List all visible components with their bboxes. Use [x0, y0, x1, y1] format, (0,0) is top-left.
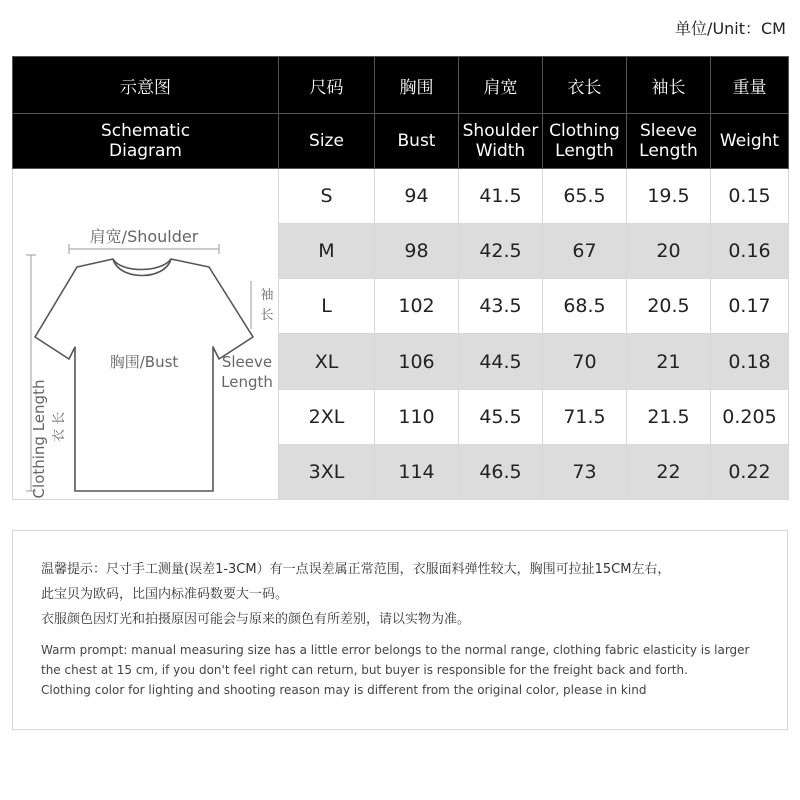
notes-box — [12, 530, 788, 730]
table-row — [13, 169, 789, 224]
header-zh-cell: 胸围 — [375, 57, 459, 114]
header-zh-cell: 袖长 — [627, 57, 711, 114]
weight-cell: 0.17 — [711, 279, 789, 334]
sleeve-zh-label-1: 袖 — [260, 288, 274, 303]
bust-cell: 106 — [375, 334, 459, 389]
header-en-cell: Sleeve Length — [627, 114, 711, 169]
shoulder-cell: 44.5 — [459, 334, 543, 389]
length-zh-label: 衣 长 — [52, 411, 67, 443]
sleeve-cell: 20.5 — [627, 279, 711, 334]
sleeve-en-label-2: Length — [221, 373, 273, 391]
header-zh-cell: 尺码 — [279, 57, 375, 114]
header-row-en — [13, 114, 789, 169]
header-zh-cell: 衣长 — [543, 57, 627, 114]
length-cell: 68.5 — [543, 279, 627, 334]
header-zh-cell: 示意图 — [13, 57, 279, 114]
shoulder-cell: 41.5 — [459, 169, 543, 224]
note-zh-line: 温馨提示：尺寸手工测量(误差1-3CM）有一点误差属正常范围，衣服面料弹性较大，胸围可拉扯15CM左右， — [41, 562, 671, 577]
header-zh-cell: 肩宽 — [459, 57, 543, 114]
header-zh-cell: 重量 — [711, 57, 789, 114]
bust-cell: 102 — [375, 279, 459, 334]
size-chart-table — [12, 56, 789, 500]
weight-cell: 0.18 — [711, 334, 789, 389]
note-en-line: the chest at 15 cm, if you don't feel right can return, but buyer is responsible for the freight back and forth. — [41, 663, 688, 677]
note-en-line: Warm prompt: manual measuring size has a little error belongs to the normal range, clothing fabric elasticity is larger — [41, 643, 750, 657]
shoulder-cell: 45.5 — [459, 389, 543, 444]
sleeve-cell: 21.5 — [627, 389, 711, 444]
header-en-cell: Bust — [375, 114, 459, 169]
header-en-cell: Clothing Length — [543, 114, 627, 169]
size-cell: S — [279, 169, 375, 224]
schematic-diagram — [13, 169, 279, 500]
shoulder-cell: 43.5 — [459, 279, 543, 334]
shoulder-label: 肩宽/Shoulder — [89, 227, 199, 246]
length-cell: 70 — [543, 334, 627, 389]
bust-cell: 94 — [375, 169, 459, 224]
size-cell: L — [279, 279, 375, 334]
length-cell: 67 — [543, 224, 627, 279]
shoulder-cell: 42.5 — [459, 224, 543, 279]
bust-cell: 114 — [375, 444, 459, 499]
sleeve-en-label-1: Sleeve — [221, 353, 273, 371]
weight-cell: 0.15 — [711, 169, 789, 224]
length-en-label: Clothing Length — [30, 379, 48, 499]
header-row-zh — [13, 57, 789, 114]
size-cell: 3XL — [279, 444, 375, 499]
note-en-line: Clothing color for lighting and shooting reason may is different from the original color, please in kind — [41, 683, 647, 697]
notes-en — [41, 640, 787, 700]
header-en-cell: Size — [279, 114, 375, 169]
header-en-cell: Shoulder Width — [459, 114, 543, 169]
size-cell: M — [279, 224, 375, 279]
sleeve-cell: 22 — [627, 444, 711, 499]
length-cell: 73 — [543, 444, 627, 499]
note-zh-line: 此宝贝为欧码，比国内标准码数要大一码。 — [41, 587, 289, 602]
shoulder-cell: 46.5 — [459, 444, 543, 499]
length-cell: 71.5 — [543, 389, 627, 444]
note-zh-line: 衣服颜色因灯光和拍摄原因可能会与原来的颜色有所差别，请以实物为准。 — [41, 612, 471, 627]
sleeve-cell: 19.5 — [627, 169, 711, 224]
weight-cell: 0.16 — [711, 224, 789, 279]
header-en-cell: Weight — [711, 114, 789, 169]
size-cell: 2XL — [279, 389, 375, 444]
weight-cell: 0.205 — [711, 389, 789, 444]
unit-label: 单位/Unit：CM — [675, 19, 786, 38]
tshirt-diagram — [13, 169, 279, 499]
sleeve-cell: 20 — [627, 224, 711, 279]
header-en-cell: Schematic Diagram — [13, 114, 279, 169]
sleeve-zh-label-2: 长 — [260, 308, 274, 323]
size-cell: XL — [279, 334, 375, 389]
bust-label: 胸围/Bust — [109, 353, 179, 371]
sleeve-cell: 21 — [627, 334, 711, 389]
bust-cell: 110 — [375, 389, 459, 444]
length-cell: 65.5 — [543, 169, 627, 224]
notes-zh — [41, 557, 787, 632]
weight-cell: 0.22 — [711, 444, 789, 499]
bust-cell: 98 — [375, 224, 459, 279]
